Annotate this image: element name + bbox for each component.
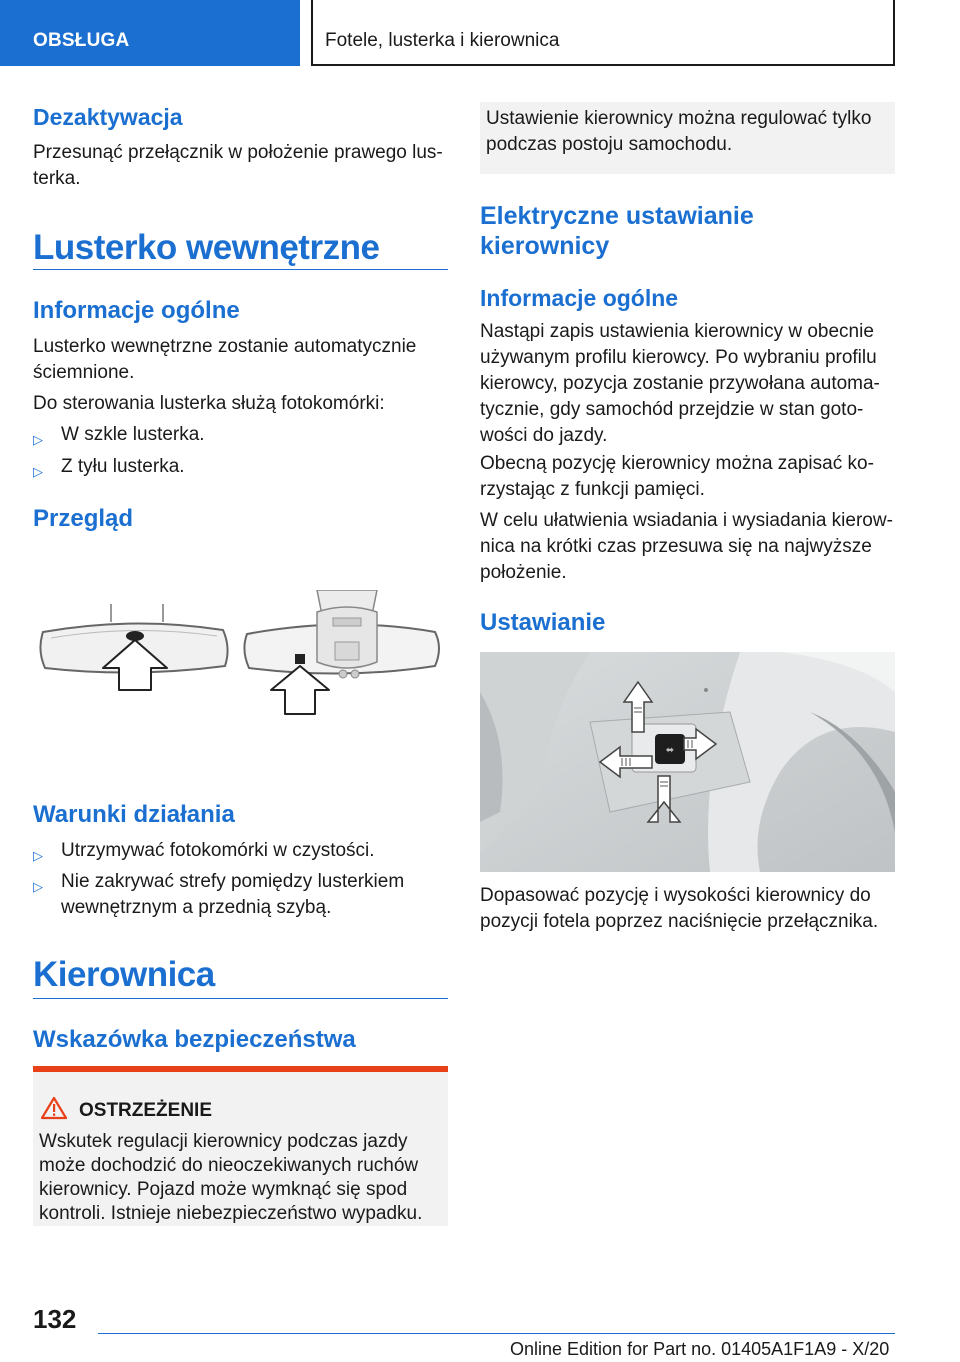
steering-title: Kierownica: [33, 955, 215, 994]
paragraph-line: kierowcy, pozycja zostanie przywołana automa-: [480, 373, 880, 394]
section-tab: [0, 0, 300, 66]
paragraph-line: położenie.: [480, 562, 567, 583]
electric-title-line: kierownicy: [480, 232, 610, 260]
paragraph-line: wości do jazdy.: [480, 425, 608, 446]
list-item-text: W szkle lusterka.: [61, 424, 205, 445]
list-item: [33, 869, 404, 895]
paragraph-line: Nastąpi zapis ustawienia kierownicy w obecnie: [480, 321, 874, 342]
svg-text:⬌: ⬌: [665, 745, 675, 756]
page-number: 132: [33, 1304, 77, 1334]
mirror-general-text-2: ściemnione.: [33, 362, 135, 383]
electric-paragraph-1: [480, 319, 895, 449]
warning-line: może dochodzić do nieoczekiwanych ruchów: [39, 1155, 419, 1176]
overview-heading: Przegląd: [33, 505, 134, 532]
warning-text: [39, 1130, 444, 1226]
safety-heading: Wskazówka bezpieczeństwa: [33, 1026, 356, 1053]
list-item: [33, 838, 375, 864]
deactivation-text-2: terka.: [33, 168, 81, 189]
photo-caption: [480, 883, 895, 935]
deactivation-heading: Dezaktywacja: [33, 104, 183, 130]
caption-line: pozycji fotela poprzez naciśnięcie przełącznika.: [480, 911, 879, 932]
mirror-title: Lusterko wewnętrzne: [33, 228, 380, 267]
note-box: [480, 102, 895, 174]
triangle-bullet-icon: ▷: [33, 848, 43, 863]
note-line: Ustawienie kierownicy można regulować tylko: [486, 108, 872, 129]
triangle-bullet-icon: ▷: [33, 432, 43, 447]
note-text: [486, 106, 891, 158]
warning-line: Wskutek regulacji kierownicy podczas jazdy: [39, 1131, 408, 1152]
deactivation-text-1: Przesunąć przełącznik w położenie prawego lus-: [33, 142, 443, 163]
warning-label: OSTRZEŻENIE: [79, 1100, 213, 1121]
sensors-intro: Do sterowania lusterka służą fotokomórki:: [33, 393, 385, 414]
list-item-text: Nie zakrywać strefy pomiędzy lusterkiem: [61, 871, 405, 892]
electric-title-line: Elektryczne ustawianie: [480, 202, 754, 230]
chapter-title: Fotele, lusterka i kierownica: [325, 30, 560, 51]
mirror-general-text-1: Lusterko wewnętrzne zostanie automatycznie: [33, 336, 417, 357]
mirror-general-heading: Informacje ogólne: [33, 297, 240, 324]
warning-line: kierownicy. Pojazd może wymknąć się spod: [39, 1179, 408, 1200]
footer-rule: [98, 1333, 895, 1334]
paragraph-line: nica na krótki czas przesuwa się na najwyższe: [480, 536, 872, 557]
mirror-illustration: [33, 590, 448, 730]
electric-general-heading: Informacje ogólne: [480, 285, 679, 311]
paragraph-line: rzystając z funkcji pamięci.: [480, 479, 705, 500]
chapter-header: [311, 0, 895, 66]
list-item-text: Utrzymywać fotokomórki w czystości.: [61, 840, 375, 861]
paragraph-line: W celu ułatwienia wsiadania i wysiadania kierow-: [480, 510, 893, 531]
electric-paragraph-2: [480, 451, 895, 503]
adjust-heading: Ustawianie: [480, 609, 606, 636]
triangle-bullet-icon: ▷: [33, 464, 43, 479]
electric-paragraph-3: [480, 508, 895, 586]
conditions-heading: Warunki działania: [33, 801, 235, 828]
paragraph-line: Obecną pozycję kierownicy można zapisać ko-: [480, 453, 874, 474]
edition-text: Online Edition for Part no. 01405A1F1A9 - X/20: [510, 1339, 890, 1359]
paragraph-line: używanym profilu kierowcy. Po wybraniu profilu: [480, 347, 877, 368]
electric-title: [480, 201, 754, 261]
steering-switch-photo: [480, 652, 895, 872]
warning-line: kontroli. Istnieje niebezpieczeństwo wypadku.: [39, 1203, 423, 1224]
warning-triangle-icon: [41, 1096, 67, 1120]
note-line: podczas postoju samochodu.: [486, 134, 733, 155]
list-item-text: Z tyłu lusterka.: [61, 456, 185, 477]
caption-line: Dopasować pozycję i wysokości kierownicy do: [480, 885, 871, 906]
warning-box: [33, 1066, 448, 1226]
paragraph-line: tycznie, gdy samochód przejdzie w stan goto-: [480, 399, 864, 420]
triangle-bullet-icon: ▷: [33, 879, 43, 894]
list-item: [33, 422, 205, 448]
list-item-text-cont: wewnętrznym a przednią szybą.: [61, 897, 332, 918]
list-item: [33, 454, 185, 480]
mirror-title-rule: [33, 269, 448, 270]
section-label: OBSŁUGA: [33, 30, 130, 51]
steering-title-rule: [33, 998, 448, 999]
